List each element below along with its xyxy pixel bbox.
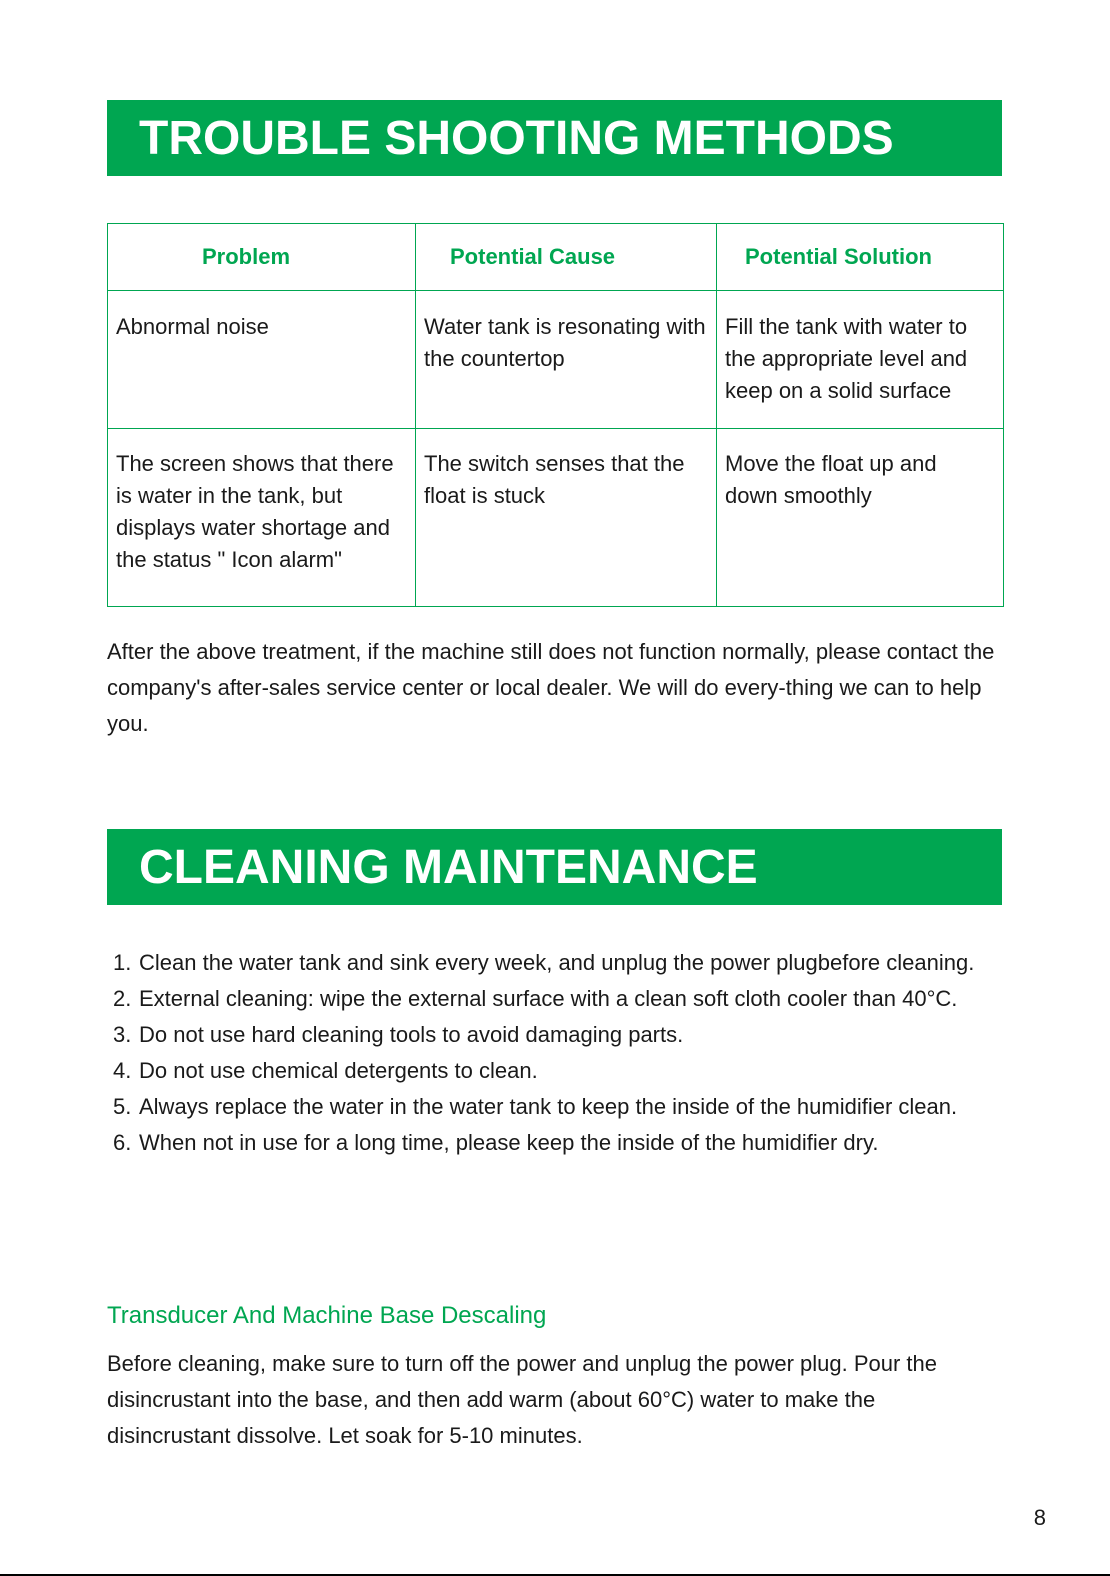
list-item xyxy=(107,1017,987,1053)
header-problem: Problem xyxy=(108,224,416,291)
step-text: Clean the water tank and sink every week, and unplug the power plugbefore cleaning. xyxy=(139,950,975,975)
list-item xyxy=(107,981,987,1017)
page-number: 8 xyxy=(1033,1505,1046,1530)
list-item xyxy=(107,1125,987,1161)
cell-problem: The screen shows that there is water in the tank, but displays water shortage and the status " Icon alarm" xyxy=(108,429,416,607)
troubleshooting-title: TROUBLE SHOOTING METHODS xyxy=(139,111,894,165)
cell-solution: Move the float up and down smoothly xyxy=(717,429,1004,607)
cell-cause: The switch senses that the float is stuck xyxy=(416,429,717,607)
cleaning-steps-list xyxy=(107,945,987,1161)
cell-solution: Fill the tank with water to the appropriate level and keep on a solid surface xyxy=(717,291,1004,429)
step-number: 6. xyxy=(113,1130,132,1155)
table-row xyxy=(108,291,1004,429)
descaling-paragraph: Before cleaning, make sure to turn off the power and unplug the power plug. Pour the disincrustant into the base, and then add warm (about 60°C) water to make the disincrustant dissolve. Let soak for 5-10 minutes. xyxy=(107,1351,938,1448)
step-text: Do not use chemical detergents to clean. xyxy=(139,1058,538,1083)
troubleshooting-table xyxy=(107,223,1004,607)
cleaning-title: CLEANING MAINTENANCE xyxy=(139,840,758,894)
step-number: 4. xyxy=(113,1058,132,1083)
cleaning-banner xyxy=(107,829,1002,905)
step-text: When not in use for a long time, please keep the inside of the humidifier dry. xyxy=(139,1130,879,1155)
descaling-heading: Transducer And Machine Base Descaling xyxy=(107,1302,547,1329)
after-treatment-paragraph: After the above treatment, if the machine still does not function normally, please contact the company's after-sales service center or local dealer. We will do every-thing we can to help you. xyxy=(107,639,995,736)
list-item xyxy=(107,1053,987,1089)
list-item xyxy=(107,945,987,981)
cell-problem: Abnormal noise xyxy=(108,291,416,429)
header-potential-cause: Potential Cause xyxy=(416,224,717,291)
list-item xyxy=(107,1089,987,1125)
header-potential-solution: Potential Solution xyxy=(717,224,1004,291)
step-text: External cleaning: wipe the external surface with a clean soft cloth cooler than 40°C. xyxy=(139,986,958,1011)
table-row xyxy=(108,429,1004,607)
step-number: 3. xyxy=(113,1022,132,1047)
step-number: 1. xyxy=(113,950,132,975)
step-text: Do not use hard cleaning tools to avoid damaging parts. xyxy=(139,1022,684,1047)
troubleshooting-banner xyxy=(107,100,1002,176)
table-header-row xyxy=(108,224,1004,291)
step-number: 2. xyxy=(113,986,132,1011)
step-number: 5. xyxy=(113,1094,132,1119)
cell-cause: Water tank is resonating with the countertop xyxy=(416,291,717,429)
step-text: Always replace the water in the water tank to keep the inside of the humidifier clean. xyxy=(139,1094,958,1119)
